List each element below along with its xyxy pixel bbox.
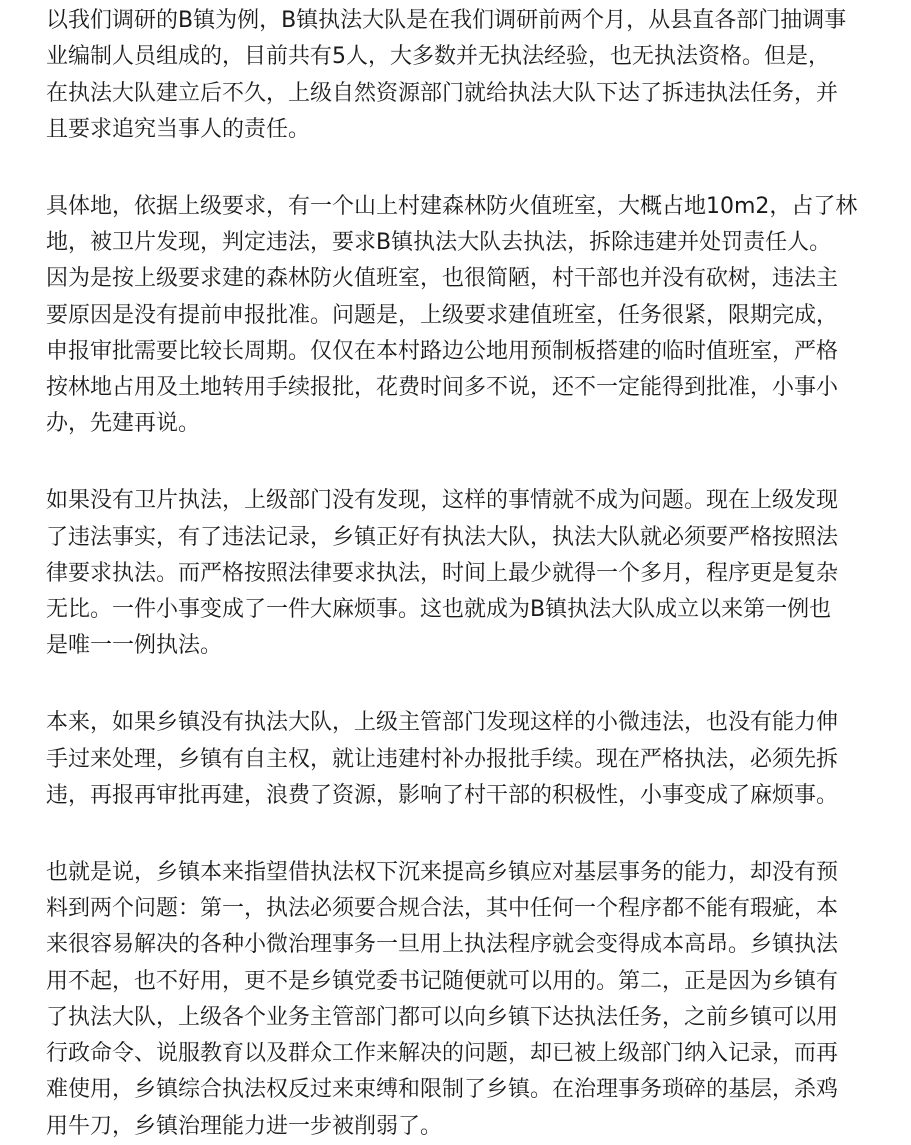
text-line: 违，再报再审批再建，浪费了资源，影响了村干部的积极性，小事变成了麻烦事。 (46, 782, 839, 808)
paragraph-3 (46, 483, 911, 664)
paragraph-2 (46, 189, 911, 443)
paragraph-gap (46, 443, 911, 484)
text-line: 难使用，乡镇综合执法权反过来束缚和限制了乡镇。在治理事务琐碎的基层，杀鸡 (46, 1077, 839, 1103)
text-line: 料到两个问题：第一，执法必须要合规合法，其中任何一个程序都不能有瑕疵，本 (46, 895, 839, 921)
text-line: 办，先建再说。 (46, 411, 201, 437)
text-line: 用不起，也不好用，更不是乡镇党委书记随便就可以用的。第二，正是因为乡镇有 (46, 968, 839, 994)
paragraph-5 (46, 855, 911, 1145)
text-line: 无比。一件小事变成了一件大麻烦事。这也就成为B镇执法大队成立以来第一例也 (46, 597, 832, 623)
text-line: 如果没有卫片执法，上级部门没有发现，这样的事情就不成为问题。现在上级发现 (46, 488, 839, 514)
paragraph-gap (46, 814, 911, 855)
text-line: 因为是按上级要求建的森林防火值班室，也很简陋，村干部也并没有砍树，违法主 (46, 266, 839, 292)
text-line: 手过来处理，乡镇有自主权，就让违建村补办报批手续。现在严格执法，必须先拆 (46, 746, 839, 772)
text-line: 具体地，依据上级要求，有一个山上村建森林防火值班室，大概占地10m2，占了林 (46, 193, 858, 219)
text-line: 要原因是没有提前申报批准。问题是，上级要求建值班室，任务很紧，限期完成， (46, 302, 839, 328)
text-line: 律要求执法。而严格按照法律要求执法，时间上最少就得一个多月，程序更是复杂 (46, 560, 839, 586)
text-line: 了违法事实，有了违法记录，乡镇正好有执法大队，执法大队就必须要严格按照法 (46, 524, 839, 550)
text-line: 按林地占用及土地转用手续报批，花费时间多不说，还不一定能得到批准，小事小 (46, 375, 839, 401)
text-line: 来很容易解决的各种小微治理事务一旦用上执法程序就会变得成本高昂。乡镇执法 (46, 932, 839, 958)
paragraph-gap (46, 148, 911, 189)
text-line: 行政命令、说服教育以及群众工作来解决的问题，却已被上级部门纳入记录，而再 (46, 1041, 839, 1067)
text-line: 也就是说，乡镇本来指望借执法权下沉来提高乡镇应对基层事务的能力，却没有预 (46, 859, 839, 885)
text-line: 以我们调研的B镇为例，B镇执法大队是在我们调研前两个月，从县直各部门抽调事 (46, 8, 847, 33)
paragraph-gap (46, 665, 911, 706)
text-line: 用牛刀，乡镇治理能力进一步被削弱了。 (46, 1113, 443, 1139)
text-line: 在执法大队建立后不久，上级自然资源部门就给执法大队下达了拆违执法任务，并 (46, 80, 839, 106)
text-line: 且要求追究当事人的责任。 (46, 116, 311, 142)
text-line: 业编制人员组成的，目前共有5人，大多数并无执法经验，也无执法资格。但是， (46, 44, 830, 70)
text-line: 了执法大队，上级各个业务主管部门都可以向乡镇下达执法任务，之前乡镇可以用 (46, 1004, 839, 1030)
paragraph-4 (46, 705, 911, 814)
text-line: 是唯一一例执法。 (46, 633, 223, 659)
text-line: 地，被卫片发现，判定违法，要求B镇执法大队去执法，拆除违建并处罚责任人。 (46, 229, 832, 255)
paragraph-1 (46, 0, 911, 148)
text-line: 申报审批需要比较长周期。仅仅在本村路边公地用预制板搭建的临时值班室，严格 (46, 338, 839, 364)
text-line: 本来，如果乡镇没有执法大队，上级主管部门发现这样的小微违法，也没有能力伸 (46, 710, 839, 736)
